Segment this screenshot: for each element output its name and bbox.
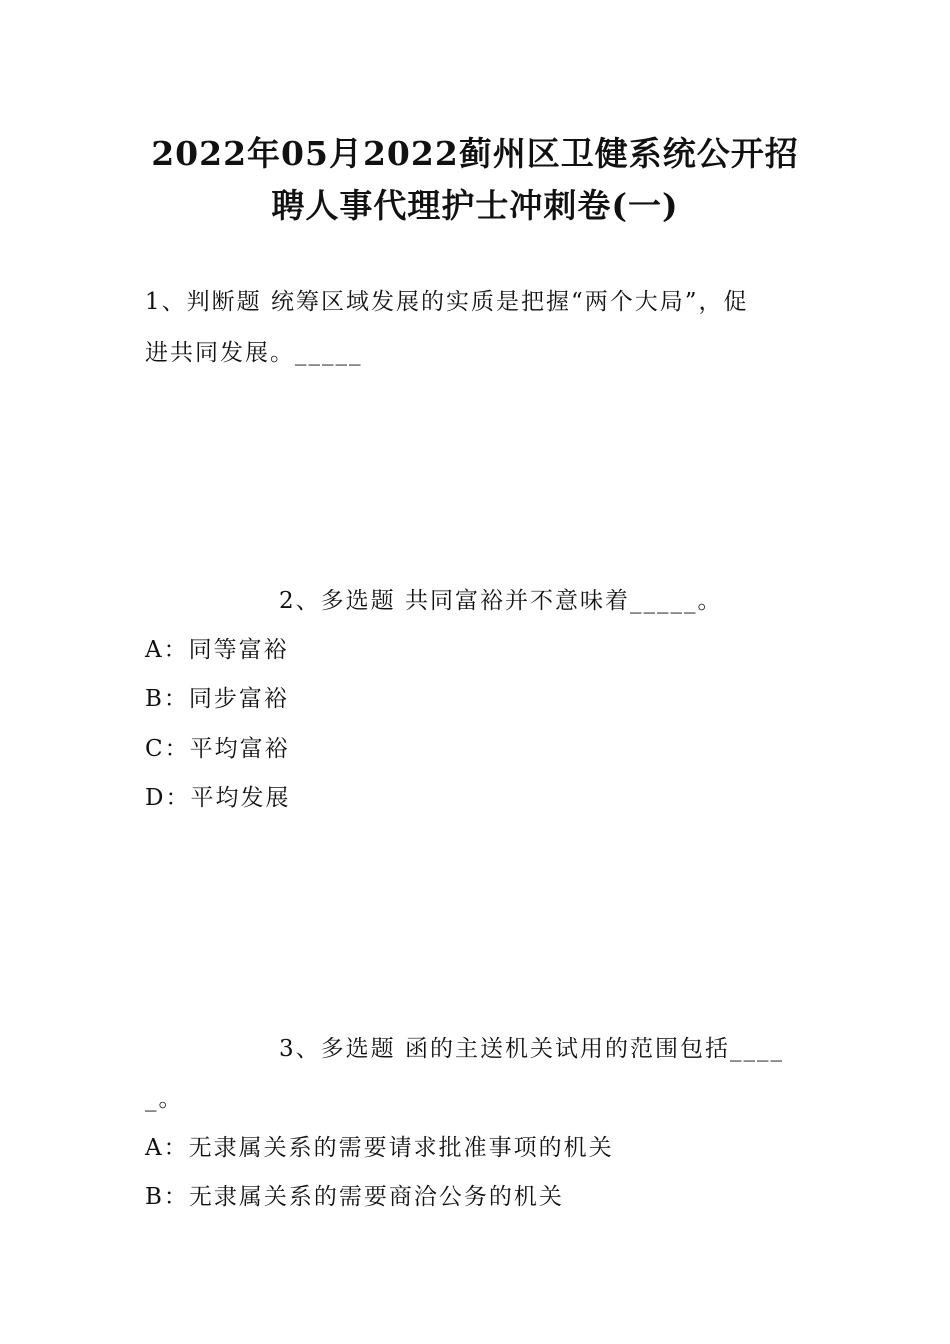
question-1-text-line-2: 进共同发展。_____ [145,340,363,366]
question-3-text-line-2: _。 [145,1086,184,1112]
question-2-option-a: A：同等富裕 [145,637,289,663]
question-2-option-d: D：平均发展 [145,785,291,811]
question-3-option-b: B：无隶属关系的需要商洽公务的机关 [145,1184,564,1210]
document-title-line-2: 聘人事代理护士冲刺卷(一) [271,186,679,225]
question-2-option-b: B：同步富裕 [145,686,289,712]
question-1-text-line-1: 1、判断题 统筹区域发展的实质是把握“两个大局”，促 [145,289,749,315]
question-2-option-c: C：平均富裕 [145,736,290,762]
question-3-text-line-1: 3、多选题 函的主送机关试用的范围包括____ [279,1036,784,1062]
question-3-option-a: A：无隶属关系的需要请求批准事项的机关 [145,1135,614,1161]
question-2-text: 2、多选题 共同富裕并不意味着_____。 [279,588,723,614]
document-title-line-1: 2022年05月2022蓟州区卫健系统公开招 [151,134,799,173]
